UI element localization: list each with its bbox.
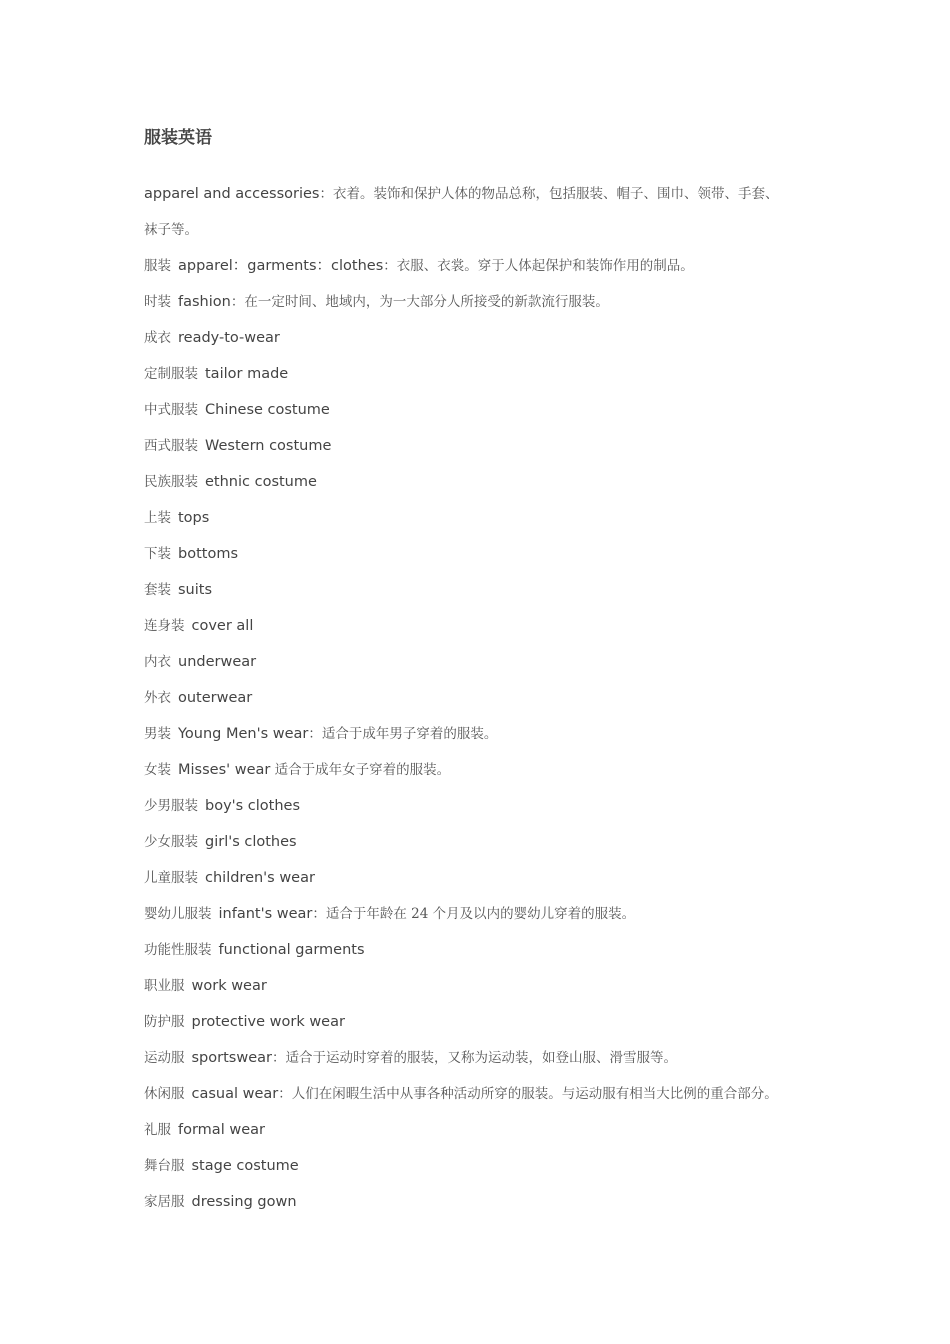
english-term: bottoms bbox=[178, 546, 238, 562]
term-description: 适合于成年女子穿着的服装。 bbox=[270, 762, 451, 778]
term-description: ：在一定时间、地域内，为一大部分人所接受的新款流行服装。 bbox=[230, 294, 609, 310]
english-term: Chinese costume bbox=[205, 402, 330, 418]
vocabulary-entry bbox=[144, 536, 824, 572]
chinese-term: 舞台服 bbox=[144, 1158, 185, 1174]
vocabulary-entry bbox=[144, 968, 824, 1004]
vocabulary-entry bbox=[144, 1076, 824, 1112]
vocabulary-entry bbox=[144, 176, 824, 212]
english-term: girl's clothes bbox=[205, 834, 297, 850]
chinese-term: 定制服装 bbox=[144, 366, 198, 382]
chinese-term: 男装 bbox=[144, 726, 171, 742]
vocabulary-entry bbox=[144, 1184, 824, 1220]
chinese-term: 儿童服装 bbox=[144, 870, 198, 886]
vocabulary-entry bbox=[144, 284, 824, 320]
vocabulary-entry bbox=[144, 752, 824, 788]
english-term: boy's clothes bbox=[205, 798, 301, 814]
chinese-term: 内衣 bbox=[144, 654, 171, 670]
vocabulary-entry bbox=[144, 1004, 824, 1040]
vocabulary-entry bbox=[144, 716, 824, 752]
english-term: infant's wear bbox=[218, 906, 313, 922]
chinese-term: 套装 bbox=[144, 582, 171, 598]
chinese-term: 功能性服装 bbox=[144, 942, 212, 958]
vocabulary-entry bbox=[144, 428, 824, 464]
english-term: outerwear bbox=[178, 690, 253, 706]
vocabulary-entry bbox=[144, 788, 824, 824]
chinese-term: 服装 bbox=[144, 258, 171, 274]
english-term: underwear bbox=[178, 654, 257, 670]
vocabulary-list bbox=[144, 176, 824, 1220]
vocabulary-entry bbox=[144, 824, 824, 860]
english-term: apparel：garments：clothes bbox=[178, 258, 384, 274]
english-term: tops bbox=[178, 510, 210, 526]
vocabulary-entry bbox=[144, 356, 824, 392]
vocabulary-entry bbox=[144, 320, 824, 356]
term-description: ：适合于年龄在 24 个月及以内的婴幼儿穿着的服装。 bbox=[312, 906, 636, 922]
english-term: cover all bbox=[191, 618, 254, 634]
vocabulary-entry bbox=[144, 608, 824, 644]
chinese-term: 少男服装 bbox=[144, 798, 198, 814]
english-term: Western costume bbox=[205, 438, 332, 454]
vocabulary-entry bbox=[144, 932, 824, 968]
chinese-term: 防护服 bbox=[144, 1014, 185, 1030]
chinese-term: 家居服 bbox=[144, 1194, 185, 1210]
term-description: ：适合于运动时穿着的服装，又称为运动装，如登山服、滑雪服等。 bbox=[271, 1050, 677, 1066]
chinese-term: 职业服 bbox=[144, 978, 185, 994]
vocabulary-entry bbox=[144, 860, 824, 896]
english-term: fashion bbox=[178, 294, 231, 310]
term-description: ：人们在闲暇生活中从事各种活动所穿的服装。与运动服有相当大比例的重合部分。 bbox=[278, 1086, 778, 1102]
term-description: ：衣服、衣裳。穿于人体起保护和装饰作用的制品。 bbox=[383, 258, 694, 274]
english-term: protective work wear bbox=[191, 1014, 345, 1030]
chinese-term: 礼服 bbox=[144, 1122, 171, 1138]
english-term: ready-to-wear bbox=[178, 330, 280, 346]
vocabulary-entry bbox=[144, 500, 824, 536]
chinese-term: 婴幼儿服装 bbox=[144, 906, 212, 922]
chinese-term: 连身装 bbox=[144, 618, 185, 634]
chinese-term: 西式服装 bbox=[144, 438, 198, 454]
vocabulary-entry bbox=[144, 644, 824, 680]
vocabulary-entry bbox=[144, 896, 824, 932]
vocabulary-entry bbox=[144, 1040, 824, 1076]
english-term: ethnic costume bbox=[205, 474, 317, 490]
chinese-term: 外衣 bbox=[144, 690, 171, 706]
english-term: work wear bbox=[191, 978, 267, 994]
chinese-term: 民族服装 bbox=[144, 474, 198, 490]
english-term: functional garments bbox=[218, 942, 365, 958]
page-title: 服装英语 bbox=[144, 128, 212, 148]
english-term: children's wear bbox=[205, 870, 315, 886]
chinese-term: 时装 bbox=[144, 294, 171, 310]
english-term: dressing gown bbox=[191, 1194, 297, 1210]
vocabulary-entry bbox=[144, 680, 824, 716]
term-description: ：衣着。装饰和保护人体的物品总称，包括服装、帽子、围巾、领带、手套、 bbox=[319, 186, 779, 202]
term-description: 袜子等。 bbox=[144, 222, 198, 238]
chinese-term: 少女服装 bbox=[144, 834, 198, 850]
chinese-term: 上装 bbox=[144, 510, 171, 526]
vocabulary-entry bbox=[144, 212, 824, 248]
english-term: tailor made bbox=[205, 366, 289, 382]
english-term: suits bbox=[178, 582, 213, 598]
chinese-term: 休闲服 bbox=[144, 1086, 185, 1102]
english-term: apparel and accessories bbox=[144, 186, 320, 202]
vocabulary-entry bbox=[144, 392, 824, 428]
vocabulary-entry bbox=[144, 464, 824, 500]
english-term: Misses' wear bbox=[178, 762, 271, 778]
term-description: ：适合于成年男子穿着的服装。 bbox=[308, 726, 498, 742]
chinese-term: 成衣 bbox=[144, 330, 171, 346]
english-term: casual wear bbox=[191, 1086, 279, 1102]
vocabulary-entry bbox=[144, 248, 824, 284]
english-term: stage costume bbox=[191, 1158, 299, 1174]
chinese-term: 下装 bbox=[144, 546, 171, 562]
vocabulary-entry bbox=[144, 1112, 824, 1148]
vocabulary-entry bbox=[144, 572, 824, 608]
english-term: Young Men's wear bbox=[178, 726, 309, 742]
english-term: formal wear bbox=[178, 1122, 265, 1138]
vocabulary-entry bbox=[144, 1148, 824, 1184]
chinese-term: 女装 bbox=[144, 762, 171, 778]
chinese-term: 运动服 bbox=[144, 1050, 185, 1066]
english-term: sportswear bbox=[191, 1050, 272, 1066]
chinese-term: 中式服装 bbox=[144, 402, 198, 418]
